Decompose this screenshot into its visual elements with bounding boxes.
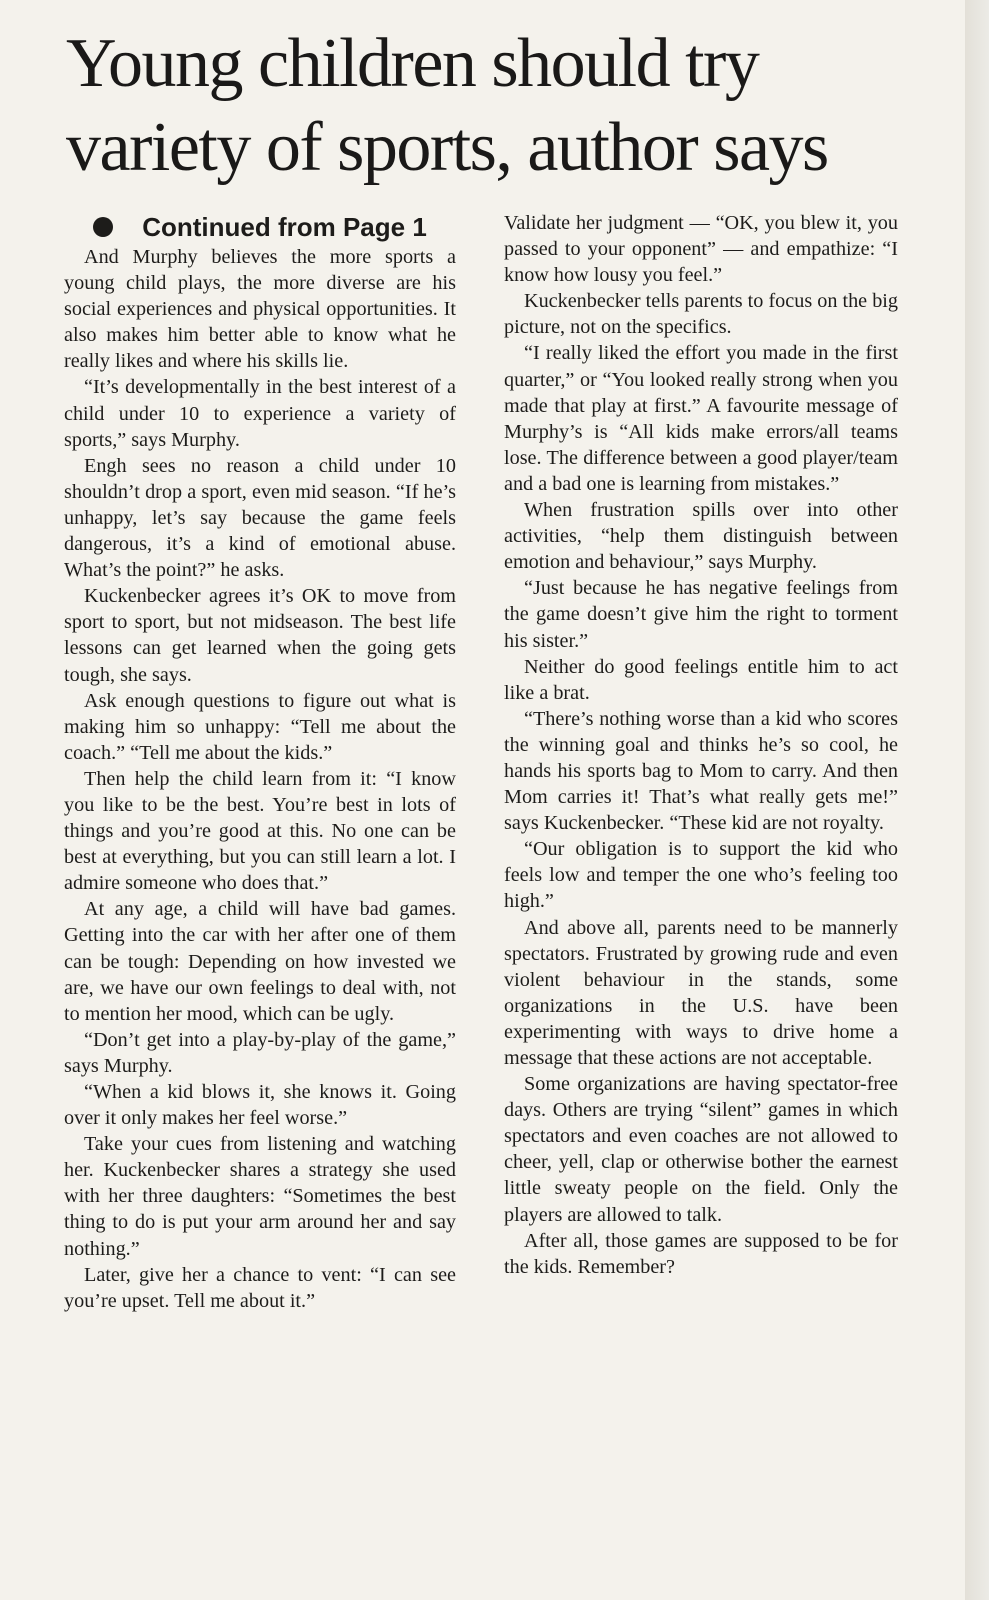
paragraph: Some organizations are having spectator-free days. Others are trying “silent” games in which spectators and even coaches are not allowed to cheer, yell, clap or otherwise bother the earnest little sweaty people on the field. Only the players are allowed to talk. — [504, 1073, 898, 1226]
paragraph-continued: Validate her judgment — “OK, you blew it, you passed to your opponent” — and empathize: “I know how lousy you feel.” — [504, 212, 898, 287]
continued-line — [64, 210, 456, 244]
paragraph: “I really liked the effort you made in the first quarter,” or “You looked really strong when you made that play at first.” A favourite message of Murphy’s is “All kids make errors/all teams lose. The difference between a good player/team and a bad one is learning from mistakes.” — [504, 342, 898, 495]
paragraph: “There’s nothing worse than a kid who scores the winning goal and thinks he’s so cool, he hands his sports bag to Mom to carry. And then Mom carries it! That’s what really gets me!” says Kuckenbecker. “These kid are not royalty. — [504, 707, 898, 835]
paragraph: Ask enough questions to figure out what is making him so unhappy: “Tell me about the coach.” “Tell me about the kids.” — [64, 689, 456, 764]
paragraph: “Just because he has negative feelings from the game doesn’t give him the right to torment his sister.” — [504, 577, 898, 652]
paragraph: Engh sees no reason a child under 10 shouldn’t drop a sport, even mid season. “If he’s unhappy, let’s say because the game feels dangerous, it’s a kind of emotional abuse. What’s the point?” he asks. — [64, 454, 456, 582]
paragraph: When frustration spills over into other activities, “help them distinguish between emotion and behaviour,” says Murphy. — [504, 499, 898, 574]
paragraph: “When a kid blows it, she knows it. Going over it only makes her feel worse.” — [64, 1081, 456, 1130]
article-column-left — [64, 210, 456, 1314]
paragraph: Kuckenbecker tells parents to focus on the big picture, not on the specifics. — [504, 290, 898, 339]
paragraph: Later, give her a chance to vent: “I can see you’re upset. Tell me about it.” — [64, 1263, 456, 1312]
paragraph: Take your cues from listening and watching her. Kuckenbecker shares a strategy she used with her three daughters: “Sometimes the best thing to do is put your arm around her and say nothing.” — [64, 1133, 456, 1260]
paragraph: “It’s developmentally in the best interest of a child under 10 to experience a variety of sports,” says Murphy. — [64, 376, 456, 451]
paragraph: Kuckenbecker agrees it’s OK to move from sport to sport, but not midseason. The best life lessons can get learned when the going gets tough, she says. — [64, 585, 456, 686]
continued-label: Continued from Page 1 — [142, 212, 427, 242]
paragraph: Then help the child learn from it: “I know you like to be the best. You’re best in lots of things and you’re good at this. No one can be best at everything, but you can still learn a lot. I admire someone who does that.” — [64, 767, 456, 895]
paragraph: At any age, a child will have bad games. Getting into the car with her after one of them can be tough: Depending on how invested we are, we have our own feelings to deal with, not to mention her mood, which can be ugly. — [64, 898, 456, 1025]
paragraph: And above all, parents need to be mannerly spectators. Frustrated by growing rude and even violent behaviour in the stands, some organizations in the U.S. have been experimenting with ways to drive home a message that these actions are not acceptable. — [504, 916, 898, 1069]
paragraph: After all, those games are supposed to be for the kids. Remember? — [504, 1229, 898, 1278]
headline: Young children should try variety of sports, author says — [66, 25, 828, 186]
article-column-right — [504, 210, 898, 1280]
paragraph: “Don’t get into a play-by-play of the game,” says Murphy. — [64, 1028, 456, 1077]
bullet-icon — [93, 217, 113, 237]
paragraph: And Murphy believes the more sports a young child plays, the more diverse are his social experiences and physical opportunities. It also makes him better able to know what he really likes and where his skills lie. — [64, 246, 456, 373]
page-edge — [965, 0, 989, 1600]
paragraph: “Our obligation is to support the kid who feels low and temper the one who’s feeling too high.” — [504, 838, 898, 913]
paragraph: Neither do good feelings entitle him to act like a brat. — [504, 655, 898, 704]
